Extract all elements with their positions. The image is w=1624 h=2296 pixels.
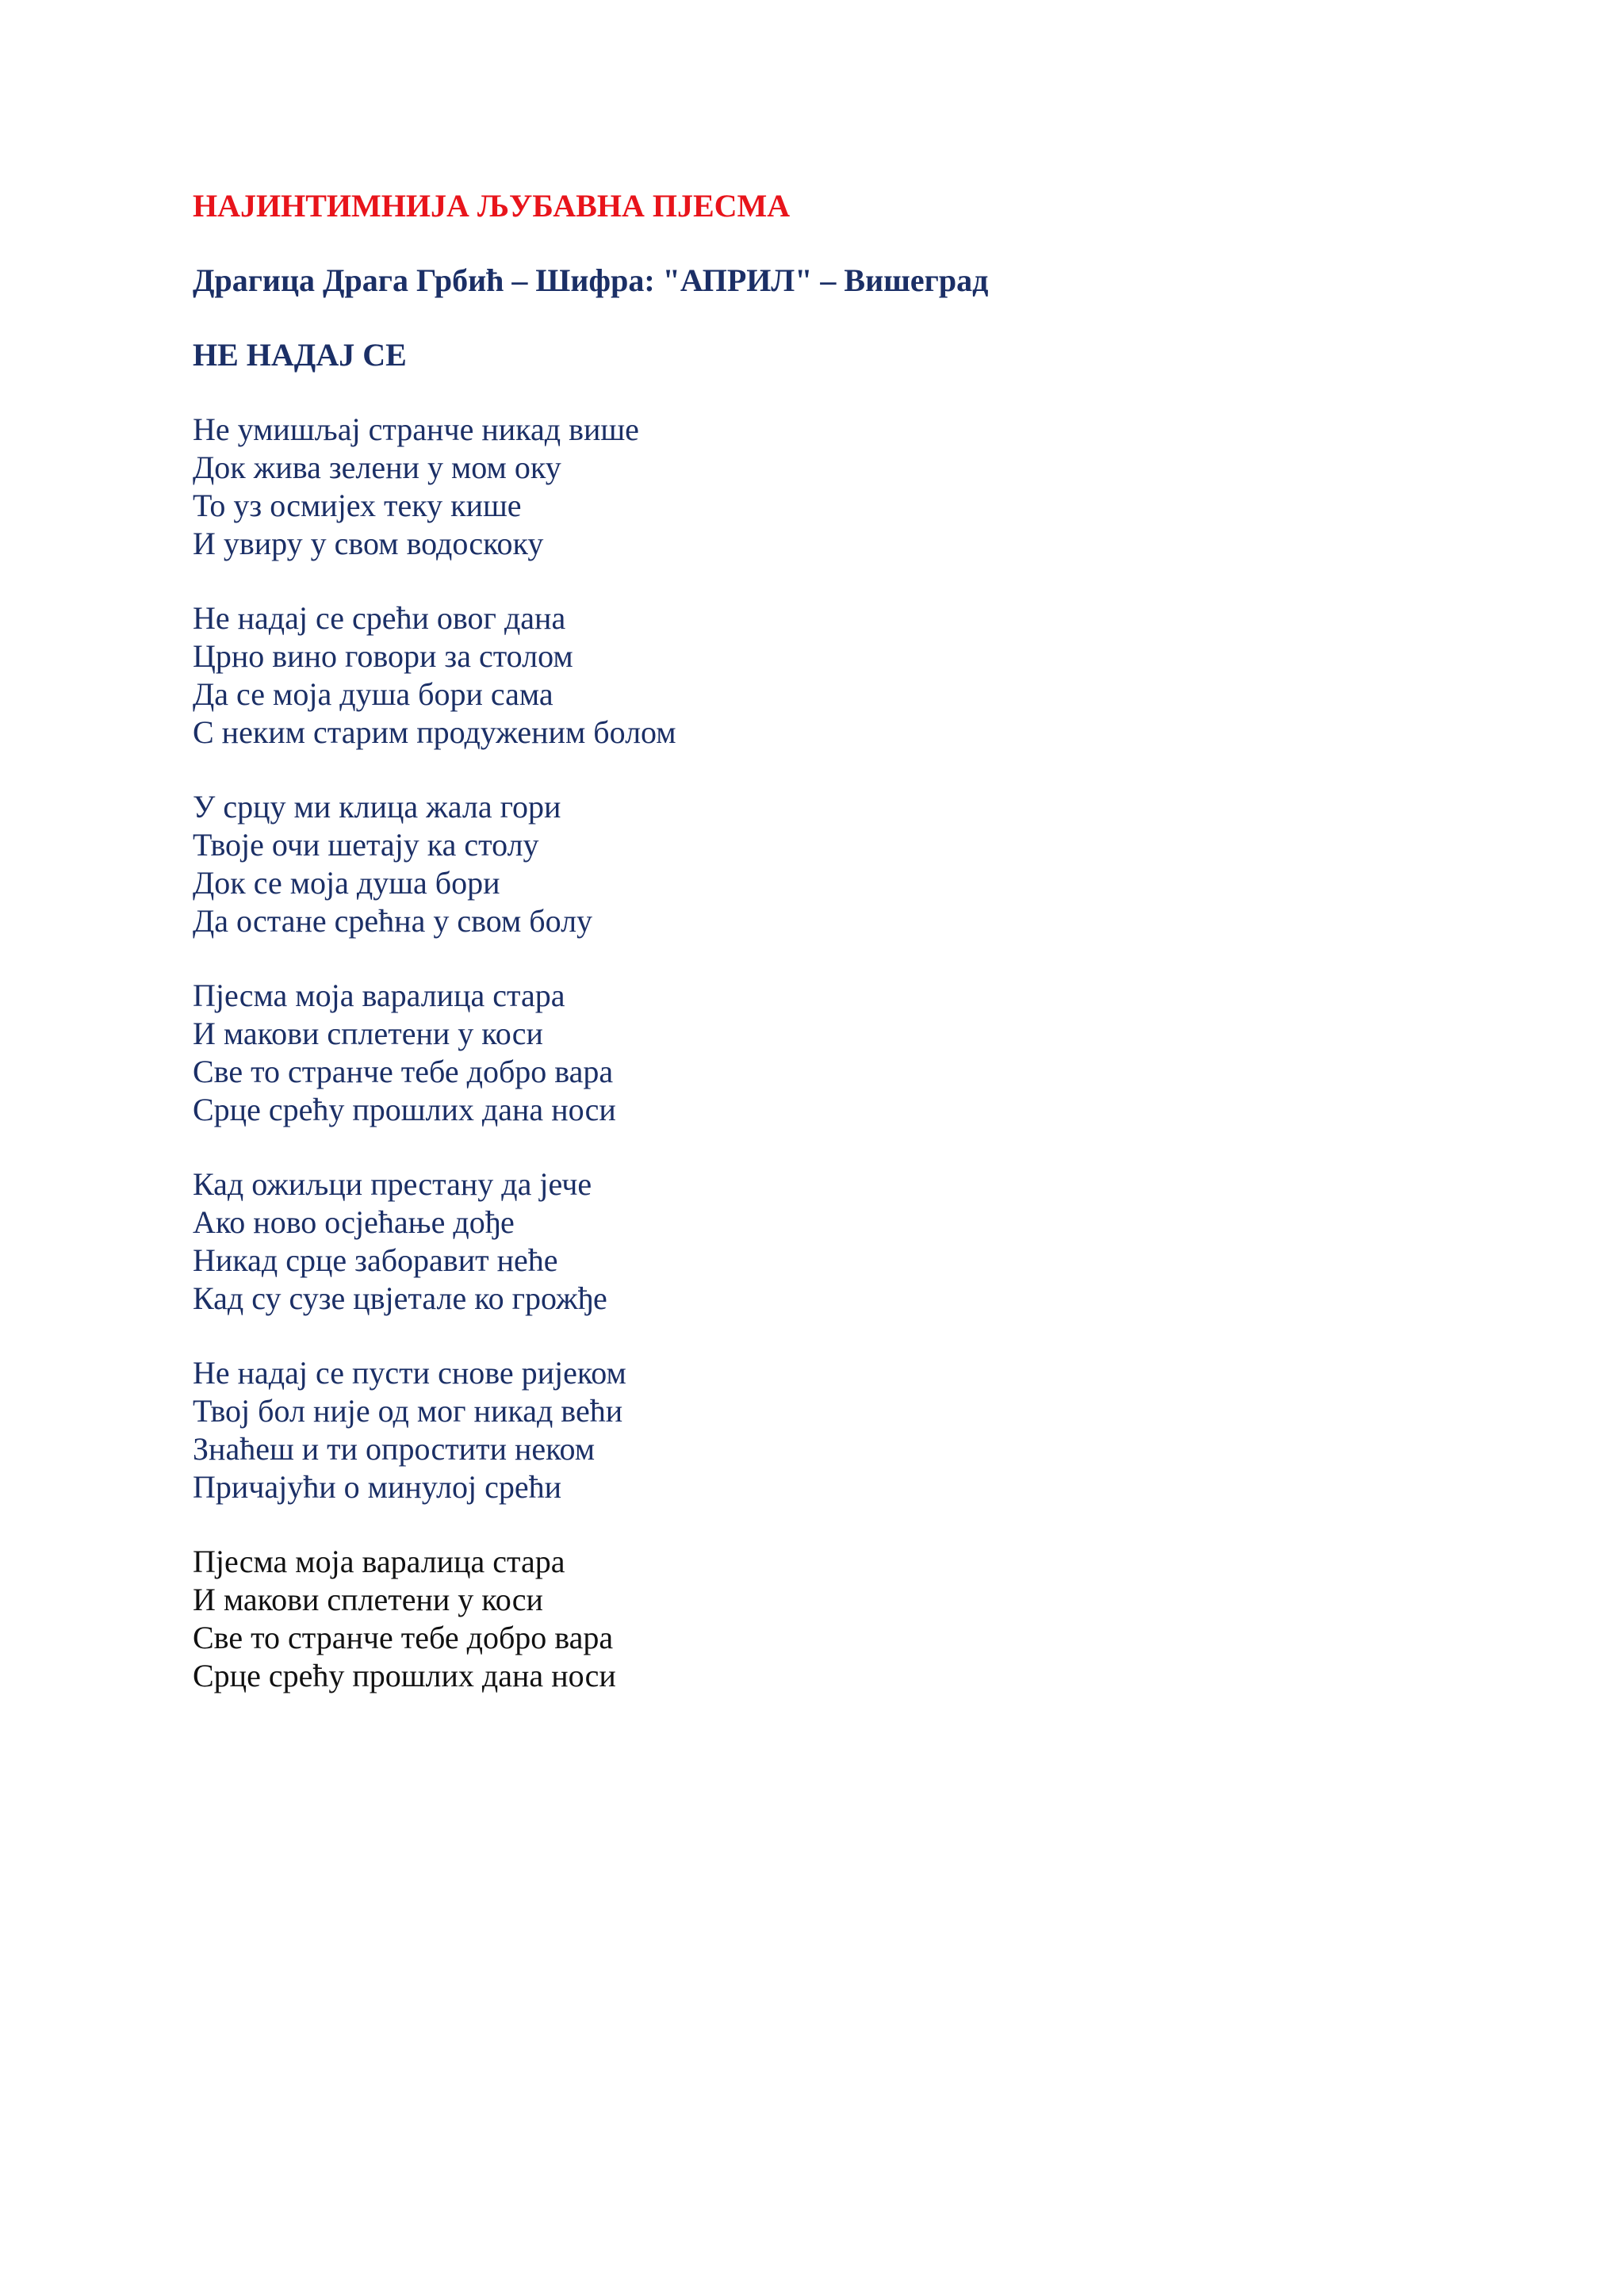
stanza-line: Не надај се пусти снове ријеком bbox=[193, 1355, 626, 1391]
stanza-line: Све то странче тебе добро вара bbox=[193, 1054, 614, 1089]
stanza-line: Не надај се срећи овог дана bbox=[193, 600, 566, 636]
stanza-line: И макови сплетени у коси bbox=[193, 1582, 543, 1617]
stanza-4 bbox=[193, 977, 1461, 1129]
stanza-line: Кад су сузе цвјетале ко грожђе bbox=[193, 1280, 607, 1316]
stanza-line: Причајући о минулој срећи bbox=[193, 1469, 562, 1505]
stanza-line: Да се моја душа бори сама bbox=[193, 676, 553, 712]
stanza-line: Никад срце заборавит неће bbox=[193, 1242, 558, 1278]
stanza-line: Срце срећу прошлих дана носи bbox=[193, 1092, 616, 1127]
stanza-line: Све то странче тебе добро вара bbox=[193, 1620, 614, 1655]
stanza-7 bbox=[193, 1543, 1461, 1695]
stanza-line: Да остане срећна у свом болу bbox=[193, 903, 593, 939]
stanza-line: Ако ново осјећање дође bbox=[193, 1204, 515, 1240]
stanza-line: Срце срећу прошлих дана носи bbox=[193, 1658, 616, 1693]
stanza-line: Док се моја душа бори bbox=[193, 865, 500, 901]
stanza-line: У срцу ми клица жала гори bbox=[193, 789, 561, 825]
document-title: НАЈИНТИМНИЈА ЉУБАВНА ПЈЕСМА bbox=[193, 188, 791, 224]
document-content bbox=[193, 187, 1461, 1732]
stanza-line: Црно вино говори за столом bbox=[193, 638, 573, 674]
stanza-line: И макови сплетени у коси bbox=[193, 1016, 543, 1051]
stanza-line: Док жива зелени у мом оку bbox=[193, 450, 561, 485]
stanza-6 bbox=[193, 1354, 1461, 1506]
stanza-line: Знаћеш и ти опростити неком bbox=[193, 1431, 596, 1467]
poem-body bbox=[193, 411, 1461, 1695]
stanza-line: С неким старим продуженим болом bbox=[193, 714, 676, 750]
stanza-2 bbox=[193, 599, 1461, 752]
poem-title: НЕ НАДАЈ СЕ bbox=[193, 337, 407, 373]
stanza-1 bbox=[193, 411, 1461, 563]
stanza-line: Кад ожиљци престану да јече bbox=[193, 1166, 592, 1202]
stanza-line: И увиру у свом водоскоку bbox=[193, 526, 544, 561]
author-line: Драгица Драга Грбић – Шифра: "АПРИЛ" – Вишеград bbox=[193, 262, 989, 298]
stanza-line: Твој бол није од мог никад већи bbox=[193, 1393, 623, 1429]
stanza-line: Пјесма моја варалица стара bbox=[193, 1544, 565, 1579]
stanza-3 bbox=[193, 788, 1461, 940]
stanza-line: Твоје очи шетају ка столу bbox=[193, 827, 539, 863]
stanza-5 bbox=[193, 1165, 1461, 1318]
stanza-line: То уз осмијех теку кише bbox=[193, 488, 522, 523]
stanza-line: Не умишљај странче никад више bbox=[193, 411, 639, 447]
stanza-line: Пјесма моја варалица стара bbox=[193, 978, 565, 1013]
